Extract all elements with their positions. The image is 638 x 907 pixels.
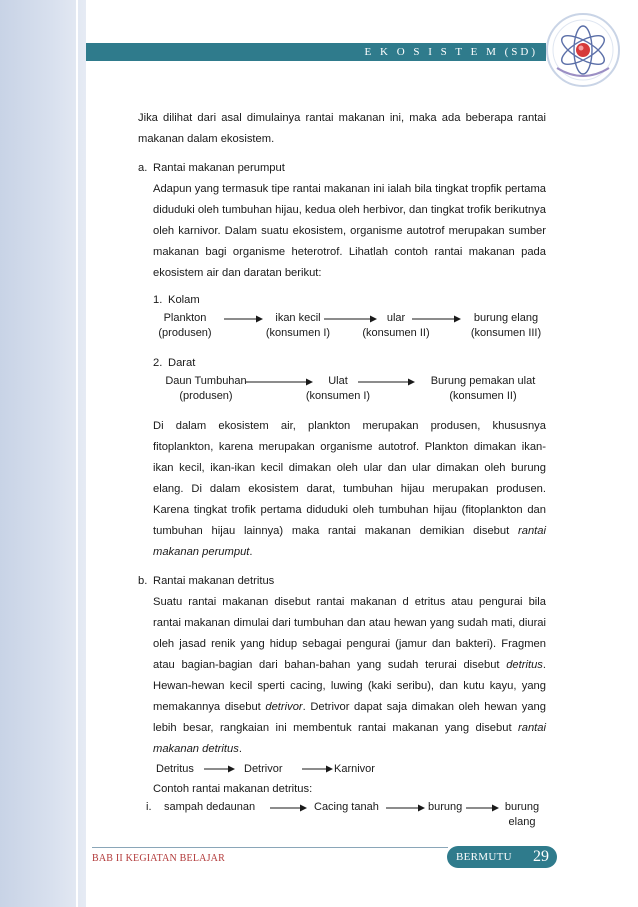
chain-node: Detritus xyxy=(156,763,194,775)
section-a-heading xyxy=(138,158,546,179)
term-emphasis: detrivor xyxy=(265,701,303,713)
section-heading: Rantai makanan perumput xyxy=(153,162,285,174)
section-a-paragraph: Adapun yang termasuk tipe rantai makanan ini ialah bila tingkat tropfik pertama diduduki oleh tumbuhan hijau, kedua oleh herbivor, dan tingkat trofik berikutnya oleh karnivor. Dalam suatu ekosistem, organisme autotrof merupakan sumber makanan bagi organisme heterotrof. Lihatlah contoh rantai makanan pada ekosistem air dan daratan berikut: xyxy=(153,183,546,279)
kolam-food-chain xyxy=(138,311,546,347)
list-marker: 1. xyxy=(153,294,163,306)
node-name: Daun Tumbuhan xyxy=(165,375,247,387)
paragraph-text: . Detrivor dapat saja dimakan oleh hewan yang lebih besar, rangkaian ini membentuk rantai makanan yang disebut xyxy=(153,701,546,734)
node-name: Ulat xyxy=(328,375,348,387)
node-role: (konsumen I) xyxy=(265,327,331,339)
paragraph-text: . xyxy=(238,743,242,755)
darat-heading xyxy=(138,353,546,374)
page-content xyxy=(138,108,546,836)
footer-divider xyxy=(92,847,448,848)
chain-node: Detrivor xyxy=(244,763,283,775)
chain-node xyxy=(150,311,220,341)
side-strip-divider xyxy=(76,0,78,907)
list-marker: a. xyxy=(138,162,148,174)
chain-node: burung elang xyxy=(504,801,540,828)
detritus-example-chain xyxy=(138,800,546,836)
chain-node: Cacing tanah xyxy=(314,801,379,813)
list-marker: b. xyxy=(138,575,148,587)
paragraph-text: Suatu rantai makanan disebut rantai makanan d etritus atau pengurai bila rantai makanan dimulai dari tumbuhan dan atau hewan yang sudah mati, diurai oleh jasad renik yang hidup sebagai pengurai (jamur dan bakteri). Fragmen atau bagian-bagian dari bahan-bahan yang sudah terurai disebut xyxy=(153,596,546,671)
side-strip xyxy=(0,0,86,907)
intro-paragraph: Jika dilihat dari asal dimulainya rantai makanan ini, maka ada beberapa rantai makanan dalam ekosistem. xyxy=(138,112,546,145)
footer-chapter: BAB II KEGIATAN BELAJAR xyxy=(92,853,225,864)
node-role: (konsumen II) xyxy=(362,327,430,339)
section-b-heading xyxy=(138,571,546,592)
subheading: Darat xyxy=(168,357,196,369)
node-name: burung elang xyxy=(473,312,539,324)
node-name: ikan kecil xyxy=(275,312,321,324)
section-b-paragraph xyxy=(138,592,546,760)
paragraph-text: . Hewan-hewan kecil sperti cacing, luwing (kaki seribu), dan kutu kayu, yang memakannya disebut xyxy=(153,659,546,713)
chain-node: Karnivor xyxy=(334,763,375,775)
list-marker: i. xyxy=(146,801,152,813)
chain-node xyxy=(466,311,546,341)
node-role: (konsumen I) xyxy=(305,390,371,402)
chain-node xyxy=(298,374,378,404)
paragraph-text: . xyxy=(249,546,253,558)
chain-node xyxy=(258,311,338,341)
header-bar xyxy=(86,43,546,61)
paragraph-text: Di dalam ekosistem air, plankton merupakan produsen, khususnya fitoplankton, karena merupakan organisme autotrof. Plankton dimakan ikan-ikan kecil, ikan-ikan kecil dimakan oleh ular dan ular dimakan oleh burung elang. Di dalam ekosistem darat, tumbuhan hijau merupakan produsen. Karena tingkat trofik pertama diduduki oleh tumbuhan hijau (fitoplankton dan tumbuhan hijau lainnya) maka rantai makanan demikian disebut xyxy=(153,420,546,537)
chain-node xyxy=(356,311,436,341)
darat-food-chain xyxy=(138,374,546,410)
chain-node: sampah dedaunan xyxy=(164,801,256,813)
kolam-heading xyxy=(138,290,546,311)
term-emphasis: rantai makanan detritus xyxy=(153,722,546,755)
page-number: 29 xyxy=(533,848,549,865)
node-name: Burung pemakan ulat xyxy=(430,375,536,387)
term-emphasis: rantai makanan perumput xyxy=(153,525,546,558)
atom-logo-icon xyxy=(543,10,623,90)
node-name: Plankton xyxy=(163,312,207,324)
detritus-chain xyxy=(138,760,546,779)
footer-badge-label: BERMUTU xyxy=(456,851,512,863)
section-heading: Rantai makanan detritus xyxy=(153,575,275,587)
chain-node: burung xyxy=(428,801,463,813)
subheading: Kolam xyxy=(168,294,200,306)
node-role: (produsen) xyxy=(158,327,212,339)
example-label: Contoh rantai makanan detritus: xyxy=(153,783,313,795)
term-emphasis: detritus xyxy=(506,659,543,671)
list-marker: 2. xyxy=(153,357,163,369)
chain-node xyxy=(158,374,254,404)
node-role: (konsumen II) xyxy=(449,390,517,402)
node-role: (konsumen III) xyxy=(470,327,542,339)
chain-node xyxy=(422,374,544,404)
header-title: E K O S I S T E M (SD) xyxy=(364,46,538,58)
section-a-paragraph-2 xyxy=(138,416,546,563)
node-name: ular xyxy=(386,312,406,324)
node-role: (produsen) xyxy=(179,390,233,402)
